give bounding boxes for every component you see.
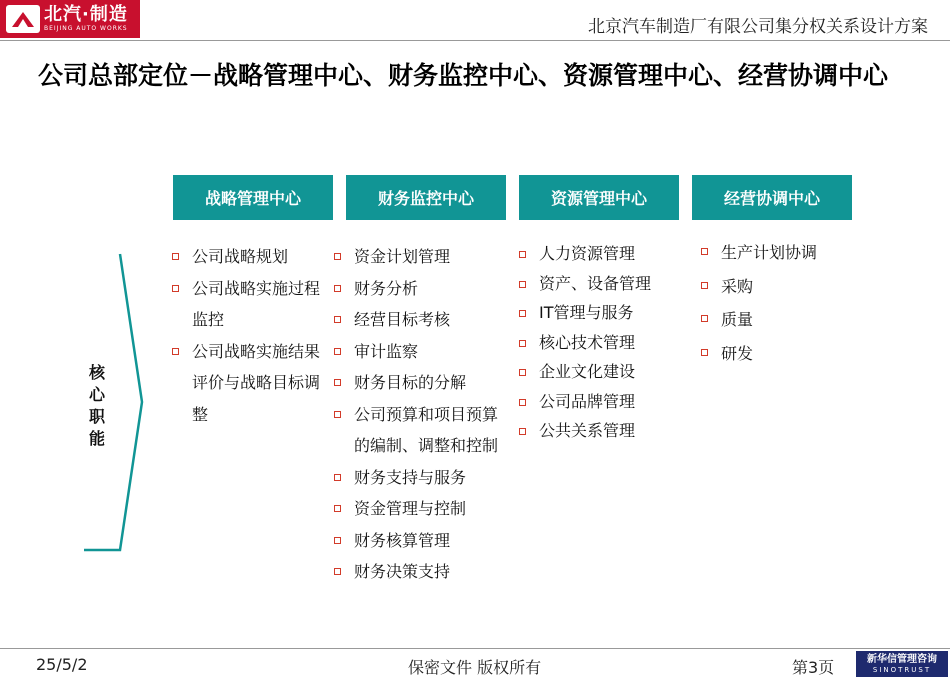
page-number: 第3页 xyxy=(792,658,835,677)
bullet-icon xyxy=(519,369,526,376)
strategy-function-list xyxy=(172,241,322,430)
bullet-icon xyxy=(334,411,341,418)
core-functions-label: 核心职能 xyxy=(88,363,105,448)
bullet-icon xyxy=(172,285,179,292)
consultancy-logo xyxy=(856,651,948,677)
bullet-icon xyxy=(172,253,179,260)
footer-divider xyxy=(0,648,950,649)
bullet-icon xyxy=(701,349,708,356)
list-item: 公司战略规划 xyxy=(172,241,322,273)
list-item: 公共关系管理 xyxy=(519,416,684,446)
bullet-icon xyxy=(334,348,341,355)
list-item: 资金管理与控制 xyxy=(334,493,502,525)
list-item: 财务支持与服务 xyxy=(334,462,502,494)
logo-text: 北汽·制造 xyxy=(44,4,128,25)
list-item: 研发 xyxy=(701,337,861,371)
column-header-resource: 资源管理中心 xyxy=(519,175,679,220)
list-item: 公司预算和项目预算的编制、调整和控制 xyxy=(334,399,502,462)
bullet-icon xyxy=(334,253,341,260)
bullet-icon xyxy=(701,282,708,289)
consultancy-logo-text: 新华信管理咨询 xyxy=(867,653,937,665)
list-item: 人力资源管理 xyxy=(519,239,684,269)
column-header-coordination: 经营协调中心 xyxy=(692,175,852,220)
bullet-icon xyxy=(334,537,341,544)
list-item: 财务目标的分解 xyxy=(334,367,502,399)
column-header-strategy: 战略管理中心 xyxy=(173,175,333,220)
bullet-icon xyxy=(519,428,526,435)
footer-date: 25/5/2 xyxy=(36,655,88,674)
list-item: 公司战略实施过程监控 xyxy=(172,273,322,336)
document-title: 北京汽车制造厂有限公司集分权关系设计方案 xyxy=(588,17,928,37)
list-item: 资产、设备管理 xyxy=(519,269,684,299)
bullet-icon xyxy=(701,315,708,322)
list-item: 财务分析 xyxy=(334,273,502,305)
bullet-icon xyxy=(334,568,341,575)
consultancy-logo-subtext: SINOTRUST xyxy=(872,665,932,674)
column-header-finance: 财务监控中心 xyxy=(346,175,506,220)
list-item: 财务决策支持 xyxy=(334,556,502,588)
list-item: 财务核算管理 xyxy=(334,525,502,557)
resource-function-list xyxy=(519,239,684,446)
list-item: 审计监察 xyxy=(334,336,502,368)
logo-subtext: BEIJING AUTO WORKS xyxy=(44,25,128,32)
footer-confidential: 保密文件 版权所有 xyxy=(408,658,542,677)
list-item: 公司战略实施结果评价与战略目标调整 xyxy=(172,336,322,431)
bullet-icon xyxy=(334,285,341,292)
list-item: 质量 xyxy=(701,303,861,337)
list-item: 采购 xyxy=(701,270,861,304)
header-divider xyxy=(0,40,950,41)
finance-function-list xyxy=(334,241,502,588)
bullet-icon xyxy=(701,248,708,255)
bullet-icon xyxy=(334,505,341,512)
bullet-icon xyxy=(519,399,526,406)
page-title: 公司总部定位－战略管理中心、财务监控中心、资源管理中心、经营协调中心 xyxy=(38,61,889,90)
list-item: 企业文化建设 xyxy=(519,357,684,387)
coordination-function-list xyxy=(701,236,861,370)
bullet-icon xyxy=(519,340,526,347)
bullet-icon xyxy=(519,251,526,258)
list-item: IT管理与服务 xyxy=(519,298,684,328)
bullet-icon xyxy=(519,281,526,288)
company-logo xyxy=(0,0,140,38)
bullet-icon xyxy=(334,316,341,323)
list-item: 公司品牌管理 xyxy=(519,387,684,417)
bullet-icon xyxy=(334,474,341,481)
logo-emblem-icon xyxy=(6,5,40,33)
bullet-icon xyxy=(172,348,179,355)
list-item: 生产计划协调 xyxy=(701,236,861,270)
list-item: 核心技术管理 xyxy=(519,328,684,358)
bullet-icon xyxy=(334,379,341,386)
bullet-icon xyxy=(519,310,526,317)
list-item: 资金计划管理 xyxy=(334,241,502,273)
list-item: 经营目标考核 xyxy=(334,304,502,336)
